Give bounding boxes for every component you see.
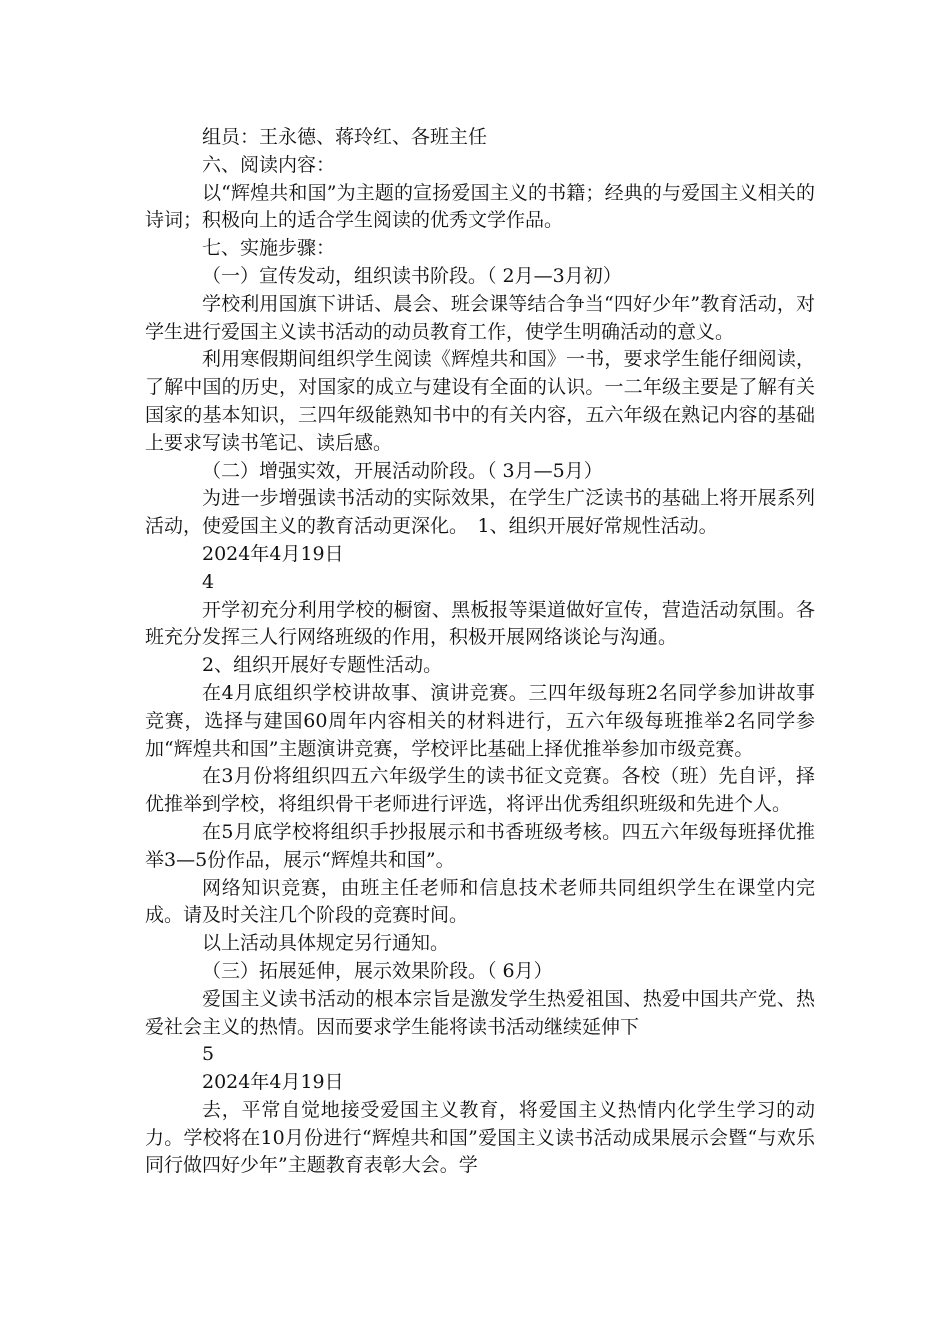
paragraph-members: 组员：王永德、蒋玲红、各班主任 <box>202 126 488 148</box>
document-body <box>145 124 815 1180</box>
paragraph-winter-reading: 利用寒假期间组织学生阅读《辉煌共和国》一书，要求学生能仔细阅读，了解中国的历史，对国家的成立与建设有全面的认识。一二年级主要是了解有关国家的基本知识，三四年级能熟知书中的有关内容，五六年级在熟记内容的基础上要求写读书笔记、读后感。 <box>145 348 815 454</box>
paragraph-essay-contest: 在3月份将组织四五六年级学生的读书征文竞赛。各校（班）先自评，择优推举到学校，将组织骨干老师进行评选，将评出优秀组织班级和先进个人。 <box>145 765 815 816</box>
page-header-date: 2024年4月19日 <box>202 1071 344 1094</box>
paragraph-handwritten-newspaper: 在5月底学校将组织手抄报展示和书香班级考核。四五六年级每班择优推举3—5份作品，展示“辉煌共和国”。 <box>145 820 815 871</box>
paragraph-mobilization: 学校利用国旗下讲话、晨会、班会课等结合争当“四好少年”教育活动，对学生进行爱国主义读书活动的动员教育工作，使学生明确活动的意义。 <box>145 292 815 343</box>
page-footer-date: 2024年4月19日 <box>202 542 344 565</box>
paragraph-speech-contest: 在4月底组织学校讲故事、演讲竞赛。三四年级每班2名同学参加讲故事竞赛，选择与建国60周年内容相关的材料进行，五六年级每班推举2名同学参加“辉煌共和国”主题演讲竞赛，学校评比基础上择优推举参加市级竞赛。 <box>145 681 815 760</box>
paragraph-online-quiz: 网络知识竞赛，由班主任老师和信息技术老师共同组织学生在课堂内完成。请及时关注几个阶段的竞赛时间。 <box>145 876 815 927</box>
section-heading-steps: 七、实施步骤： <box>202 237 336 260</box>
paragraph-reading-content: 以“辉煌共和国”为主题的宣扬爱国主义的书籍；经典的与爱国主义相关的诗词；积极向上的适合学生阅读的优秀文学作品。 <box>145 181 815 232</box>
step-heading-2: （二）增强实效，开展活动阶段。（ 3月—5月） <box>202 459 603 482</box>
page-number: 5 <box>202 1043 215 1066</box>
subheading-thematic-activities: 2、组织开展好专题性活动。 <box>202 654 443 677</box>
page-number: 4 <box>202 570 215 593</box>
section-heading-reading-content: 六、阅读内容： <box>202 153 336 176</box>
step-heading-3: （三）拓展延伸，展示效果阶段。（ 6月） <box>202 959 553 982</box>
paragraph-notice: 以上活动具体规定另行通知。 <box>202 932 450 955</box>
paragraph-series-activities: 为进一步增强读书活动的实际效果，在学生广泛读书的基础上将开展系列活动，使爱国主义的教育活动更深化。 1、组织开展好常规性活动。 <box>145 487 815 538</box>
step-heading-1: （一）宣传发动，组织读书阶段。（ 2月—3月初） <box>202 264 622 287</box>
paragraph-continuation: 去，平常自觉地接受爱国主义教育，将爱国主义热情内化学生学习的动力。学校将在10月份进行“辉煌共和国”爱国主义读书活动成果展示会暨“与欢乐同行做四好少年”主题教育表彰大会。学 <box>145 1098 815 1177</box>
paragraph-publicity: 开学初充分利用学校的橱窗、黑板报等渠道做好宣传，营造活动氛围。各班充分发挥三人行网络班级的作用，积极开展网络谈论与沟通。 <box>145 598 815 649</box>
paragraph-purpose: 爱国主义读书活动的根本宗旨是激发学生热爱祖国、热爱中国共产党、热爱社会主义的热情。因而要求学生能将读书活动继续延伸下 <box>145 987 815 1038</box>
